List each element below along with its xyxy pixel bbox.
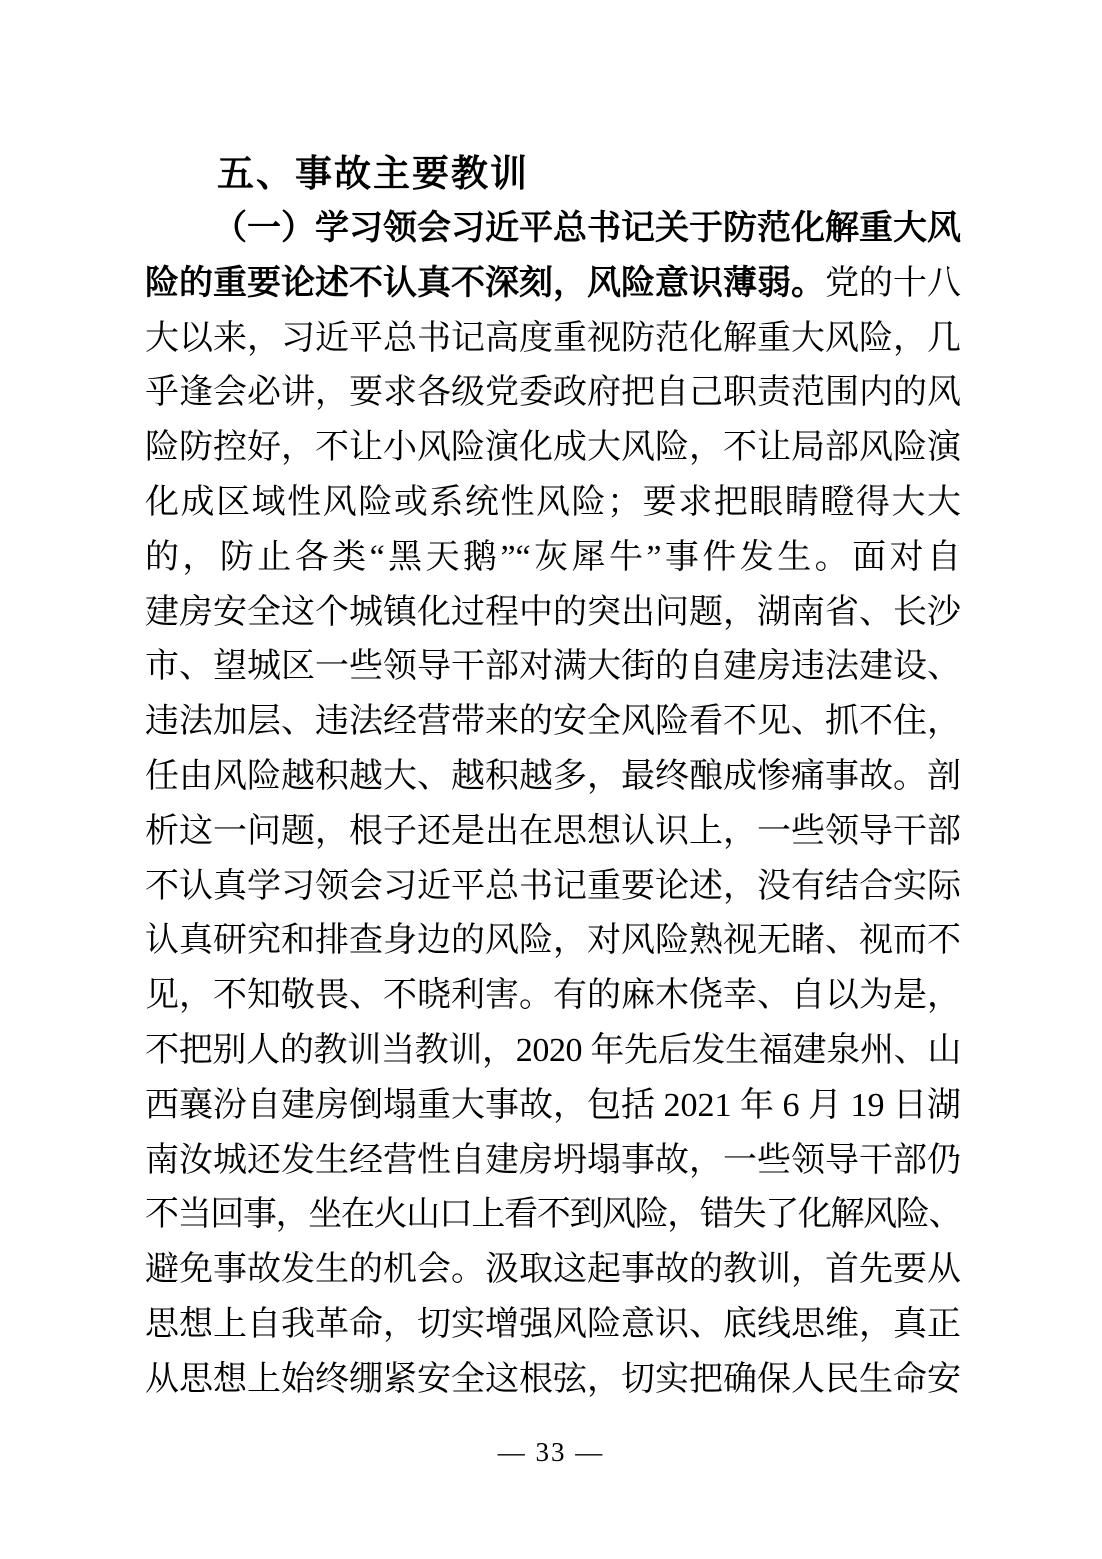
paragraph-line xyxy=(145,969,961,1024)
text-segment: 市、望城区一些领导干部对满大街的自建房违法建设、 xyxy=(145,648,961,686)
text-segment: 认真研究和排查身边的风险，对风险熟视无睹、视而不 xyxy=(145,922,961,960)
bold-text-segment: （一）学习领会习近平总书记关于防范化解重大风 xyxy=(213,210,961,247)
paragraph-line xyxy=(145,586,961,641)
text-segment: 乎逢会必讲，要求各级党委政府把自己职责范围内的风 xyxy=(145,374,961,412)
text-segment: 西襄汾自建房倒塌重大事故，包括 2021 年 6 月 19 日湖 xyxy=(145,1086,961,1124)
paragraph-line xyxy=(145,860,961,915)
text-segment: 的，防止各类“黑天鹅”“灰犀牛”事件发生。面对自 xyxy=(145,538,961,576)
page-number: — 33 — xyxy=(497,1437,605,1467)
text-segment: 从思想上始终绷紧安全这根弦，切实把确保人民生命安 xyxy=(145,1360,961,1398)
text-block xyxy=(145,145,961,1408)
paragraph-line xyxy=(145,750,961,805)
text-segment: 南汝城还发生经营性自建房坍塌事故，一些领导干部仍 xyxy=(145,1141,961,1179)
paragraph-line xyxy=(145,1353,961,1408)
text-segment: 不认真学习领会习近平总书记重要论述，没有结合实际 xyxy=(145,867,961,905)
bold-text-segment: 险的重要论述不认真不深刻，风险意识薄弱。 xyxy=(145,264,825,302)
paragraph-line xyxy=(145,312,961,367)
paragraph-line xyxy=(145,202,961,257)
paragraph-line xyxy=(145,805,961,860)
paragraph-line xyxy=(145,257,961,312)
paragraph xyxy=(145,202,961,1408)
text-segment: 见，不知敬畏、不晓利害。有的麻木侥幸、自以为是， xyxy=(145,977,961,1015)
text-segment: 大以来，习近平总书记高度重视防范化解重大风险，几 xyxy=(145,319,961,357)
text-segment: 建房安全这个城镇化过程中的突出问题，湖南省、长沙 xyxy=(145,593,961,631)
text-segment: 任由风险越积越大、越积越多，最终酿成惨痛事故。剖 xyxy=(145,757,961,795)
paragraph-line xyxy=(145,1243,961,1298)
text-segment: 析这一问题，根子还是出在思想认识上，一些领导干部 xyxy=(145,812,961,850)
paragraph-line xyxy=(145,1079,961,1134)
paragraph-line xyxy=(145,640,961,695)
text-segment: 化成区域性风险或系统性风险；要求把眼睛瞪得大大 xyxy=(145,483,961,521)
paragraph-line xyxy=(145,1188,961,1243)
paragraph-line xyxy=(145,1134,961,1189)
paragraph-line xyxy=(145,1298,961,1353)
paragraph-line xyxy=(145,531,961,586)
paragraph-line xyxy=(145,695,961,750)
paragraph-line xyxy=(145,1024,961,1079)
text-segment: 不把别人的教训当教训，2020 年先后发生福建泉州、山 xyxy=(145,1031,961,1069)
section-heading: 五、事故主要教训 xyxy=(217,153,529,194)
paragraph-line xyxy=(145,421,961,476)
paragraph-line xyxy=(145,366,961,421)
paragraph-line xyxy=(145,914,961,969)
text-segment: 违法加层、违法经营带来的安全风险看不见、抓不住， xyxy=(145,703,961,741)
text-segment: 避免事故发生的机会。汲取这起事故的教训，首先要从 xyxy=(145,1251,961,1289)
text-segment: 不当回事，坐在火山口上看不到风险，错失了化解风险、 xyxy=(145,1196,961,1234)
text-segment: 党的十八 xyxy=(825,264,961,302)
text-segment: 险防控好，不让小风险演化成大风险，不让局部风险演 xyxy=(145,429,961,467)
text-segment: 思想上自我革命，切实增强风险意识、底线思维，真正 xyxy=(145,1305,961,1343)
paragraph-line xyxy=(145,476,961,531)
